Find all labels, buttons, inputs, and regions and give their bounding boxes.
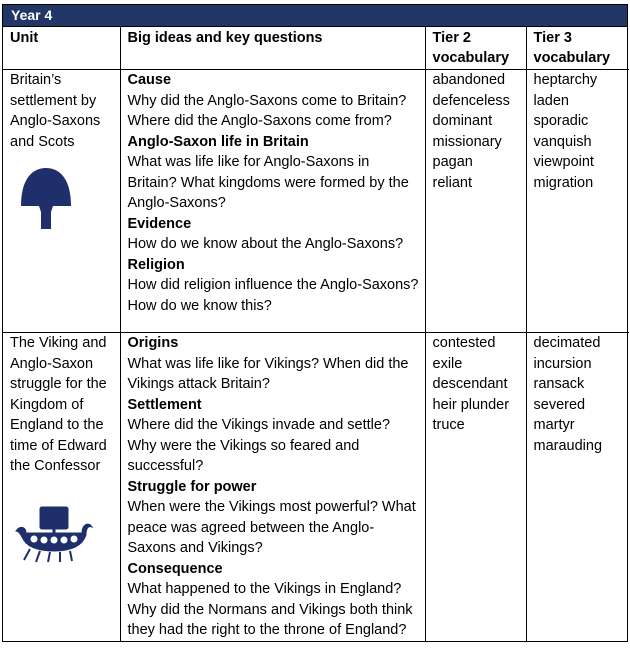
vocab-word: missionary — [432, 133, 502, 150]
vocab-word: sporadic — [533, 113, 589, 129]
vocab-word: martyr — [533, 417, 575, 433]
idea-question: When were the Vikings most powerful? What peace was agreed between the Anglo-Saxons and Vikings? — [127, 499, 416, 556]
vocab-word: defenceless — [432, 92, 510, 109]
vocab-word: vanquish — [533, 133, 592, 150]
table-row — [3, 333, 629, 641]
vocab-word: pagan — [432, 154, 473, 170]
vocab-word: ransack — [533, 376, 585, 392]
idea-heading: Consequence — [127, 560, 223, 577]
big-ideas-cell — [120, 333, 425, 641]
unit-name: The Viking and Anglo-Saxon struggle for the Kingdom of England to the time of Edward the Confessor — [10, 335, 107, 474]
idea-heading: Evidence — [127, 215, 192, 232]
vocab-word: migration — [533, 174, 594, 191]
vocab-word: reliant — [432, 174, 472, 191]
column-header-unit: Unit — [3, 27, 120, 70]
tier2-vocab-cell — [425, 333, 526, 641]
vocab-word: abandoned — [432, 72, 506, 88]
idea-question: Where did the Vikings invade and settle? Why were the Vikings so feared and successful? — [127, 417, 391, 474]
unit-cell — [3, 333, 120, 641]
idea-question: What was life like for Anglo-Saxons in Britain? What kingdoms were formed by the Anglo-Saxons? — [127, 154, 409, 211]
vocab-word: truce — [432, 417, 465, 433]
vocab-word: laden — [533, 92, 569, 109]
table-row — [3, 70, 629, 333]
column-header-big-ideas: Big ideas and key questions — [120, 27, 425, 70]
idea-heading: Religion — [127, 256, 185, 273]
idea-question: Why did the Anglo-Saxons come to Britain? Where did the Anglo-Saxons come from? — [127, 92, 407, 129]
idea-question: How do we know about the Anglo-Saxons? — [127, 236, 404, 252]
idea-heading: Origins — [127, 335, 179, 351]
tier2-vocab-cell — [425, 70, 526, 333]
vocab-word: exile — [432, 355, 463, 372]
viking-longship-icon — [12, 505, 117, 570]
big-ideas-cell — [120, 70, 425, 333]
unit-cell — [3, 70, 120, 333]
idea-heading: Settlement — [127, 396, 202, 413]
idea-heading: Cause — [127, 72, 172, 88]
vocab-word: viewpoint — [533, 154, 594, 170]
table-header-row — [3, 27, 629, 70]
tier3-vocab-cell — [526, 70, 629, 333]
idea-question: How did religion influence the Anglo-Saxons? How do we know this? — [127, 277, 419, 314]
idea-question: What was life like for Vikings? When did the Vikings attack Britain? — [127, 355, 409, 392]
unit-name: Britain’s settlement by Anglo-Saxons and Scots — [10, 72, 101, 150]
vocab-word: marauding — [533, 437, 603, 454]
vocab-word: severed — [533, 396, 586, 413]
column-header-tier3: Tier 3 vocabulary — [526, 27, 629, 70]
curriculum-table — [3, 27, 629, 641]
idea-heading: Struggle for power — [127, 478, 257, 495]
vocab-word: contested — [432, 335, 496, 351]
vocab-word: decimated — [533, 335, 601, 351]
idea-heading: Anglo-Saxon life in Britain — [127, 133, 309, 150]
year-heading: Year 4 — [3, 5, 627, 27]
vocab-word: dominant — [432, 113, 493, 129]
anglo-saxon-helmet-icon — [18, 166, 117, 237]
tier3-vocab-cell — [526, 333, 629, 641]
vocab-word: heir plunder — [432, 396, 510, 413]
idea-question: What happened to the Vikings in England? Why did the Normans and Vikings both think they had the right to the throne of England? — [127, 581, 413, 638]
curriculum-sheet — [2, 4, 628, 642]
vocab-word: descendant — [432, 376, 508, 392]
vocab-word: heptarchy — [533, 72, 598, 88]
vocab-word: incursion — [533, 355, 592, 372]
column-header-tier2: Tier 2 vocabulary — [425, 27, 526, 70]
